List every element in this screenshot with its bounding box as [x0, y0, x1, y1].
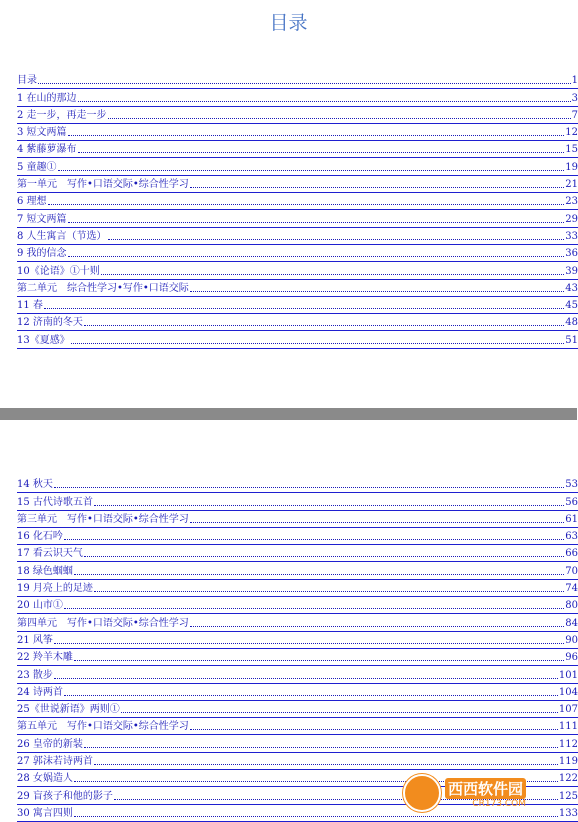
- toc-entry[interactable]: [17, 210, 578, 227]
- toc-entry-label: 11 春: [17, 300, 43, 312]
- dot-leader: [54, 486, 564, 488]
- toc-entry[interactable]: [17, 331, 578, 348]
- toc-entry[interactable]: [17, 511, 578, 528]
- toc-entry[interactable]: [17, 297, 578, 314]
- toc-entry-label: 目录: [17, 75, 37, 87]
- toc-entry-page-number: 39: [565, 265, 578, 277]
- watermark: [403, 773, 563, 813]
- toc-entry-label: 7 短文两篇: [17, 213, 67, 225]
- toc-entry-label: 6 理想: [17, 196, 47, 208]
- toc-entry[interactable]: [17, 280, 578, 297]
- toc-entry-page-number: 43: [565, 282, 578, 294]
- toc-entry-label: 1 在山的那边: [17, 92, 77, 104]
- dot-leader: [74, 815, 558, 817]
- dot-leader: [84, 746, 558, 748]
- toc-entry-label: 9 我的信念: [17, 248, 67, 260]
- toc-entry[interactable]: [17, 735, 578, 752]
- toc-entry[interactable]: [17, 228, 578, 245]
- toc-entry-label: 3 短文两篇: [17, 127, 67, 139]
- toc-entry-page-number: 122: [558, 773, 578, 785]
- dot-leader: [78, 151, 565, 153]
- toc-entry-page-number: 63: [565, 531, 578, 543]
- toc-entry[interactable]: [17, 124, 578, 141]
- toc-entry-label: 29 盲孩子和他的影子: [17, 790, 113, 802]
- toc-entry[interactable]: [17, 176, 578, 193]
- toc-entry-page-number: 125: [558, 790, 578, 802]
- toc-entry[interactable]: [17, 493, 578, 510]
- dot-leader: [68, 255, 565, 257]
- toc-entry[interactable]: [17, 614, 578, 631]
- toc-entry-label: 15 古代诗歌五首: [17, 496, 93, 508]
- dot-leader: [48, 203, 565, 205]
- toc-entry-page-number: 1: [571, 75, 578, 87]
- toc-entry-page-number: 36: [565, 248, 578, 260]
- toc-entry-page-number: 84: [565, 617, 578, 629]
- dot-leader: [94, 590, 564, 592]
- dot-leader: [64, 607, 564, 609]
- toc-entry[interactable]: [17, 562, 578, 579]
- toc-entry[interactable]: [17, 141, 578, 158]
- toc-entry[interactable]: [17, 545, 578, 562]
- toc-entry-label: 21 风筝: [17, 634, 53, 646]
- toc-title: 目录: [269, 12, 308, 34]
- toc-entry-label: 2 走一步，再走一步: [17, 109, 107, 121]
- toc-entry[interactable]: [17, 666, 578, 683]
- toc-entry-page-number: 119: [558, 756, 578, 768]
- page-separator: [0, 408, 577, 420]
- toc-entry[interactable]: [17, 649, 578, 666]
- dot-leader: [54, 642, 564, 644]
- toc-entry-page-number: 112: [558, 738, 578, 750]
- toc-entry-label: 第五单元 写作•口语交际•综合性学习: [17, 721, 189, 733]
- toc-entry-page-number: 12: [565, 127, 578, 139]
- dot-leader: [108, 117, 571, 119]
- dot-leader: [74, 659, 564, 661]
- toc-entry-label: 28 女娲造人: [17, 773, 73, 785]
- dot-leader: [58, 169, 565, 171]
- toc-entry-page-number: 101: [558, 669, 578, 681]
- toc-entry[interactable]: [17, 314, 578, 331]
- toc-entry-page-number: 15: [565, 144, 578, 156]
- toc-entry[interactable]: [17, 89, 578, 106]
- toc-entry-label: 4 紫藤萝瀑布: [17, 144, 77, 156]
- dot-leader: [74, 573, 564, 575]
- toc-entry[interactable]: [17, 597, 578, 614]
- toc-entry-label: 23 散步: [17, 669, 53, 681]
- toc-entry-label: 22 羚羊木雕: [17, 652, 73, 664]
- dot-leader: [78, 100, 571, 102]
- toc-entry-label: 12 济南的冬天: [17, 317, 83, 329]
- toc-entry-page-number: 23: [565, 196, 578, 208]
- toc-entry[interactable]: [17, 262, 578, 279]
- toc-entry-label: 第三单元 写作•口语交际•综合性学习: [17, 513, 189, 525]
- dot-leader: [101, 273, 565, 275]
- toc-entry[interactable]: [17, 193, 578, 210]
- toc-entry-label: 26 皇帝的新装: [17, 738, 83, 750]
- dot-leader: [108, 238, 565, 240]
- toc-entry[interactable]: [17, 753, 578, 770]
- toc-entry-page-number: 80: [565, 600, 578, 612]
- toc-entry[interactable]: [17, 476, 578, 493]
- toc-list-page-1: [17, 72, 578, 349]
- toc-entry[interactable]: [17, 701, 578, 718]
- toc-entry[interactable]: [17, 72, 578, 89]
- toc-entry-page-number: 111: [558, 721, 578, 733]
- dot-leader: [94, 504, 564, 506]
- toc-entry-label: 第二单元 综合性学习•写作•口语交际: [17, 282, 189, 294]
- toc-entry-page-number: 45: [565, 300, 578, 312]
- dot-leader: [44, 307, 564, 309]
- toc-entry-page-number: 7: [571, 109, 578, 121]
- toc-entry[interactable]: [17, 718, 578, 735]
- dot-leader: [84, 555, 564, 557]
- toc-entry-label: 第四单元 写作•口语交际•综合性学习: [17, 617, 189, 629]
- dot-leader: [190, 521, 564, 523]
- toc-entry[interactable]: [17, 107, 578, 124]
- toc-entry-page-number: 107: [558, 704, 578, 716]
- dot-leader: [190, 290, 564, 292]
- toc-entry-page-number: 61: [565, 513, 578, 525]
- dot-leader: [94, 763, 558, 765]
- toc-entry-page-number: 70: [565, 565, 578, 577]
- watermark-main-text: 西西软件园: [445, 778, 526, 799]
- toc-entry-page-number: 53: [565, 479, 578, 491]
- dot-leader: [68, 221, 565, 223]
- toc-entry[interactable]: [17, 684, 578, 701]
- toc-entry[interactable]: [17, 245, 578, 262]
- dot-leader: [38, 82, 571, 84]
- toc-entry-page-number: 48: [565, 317, 578, 329]
- toc-entry-label: 16 化石吟: [17, 531, 63, 543]
- toc-entry-page-number: 90: [565, 634, 578, 646]
- dot-leader: [64, 694, 558, 696]
- toc-entry-page-number: 33: [565, 230, 578, 242]
- dot-leader: [190, 728, 558, 730]
- toc-entry[interactable]: [17, 632, 578, 649]
- toc-entry[interactable]: [17, 580, 578, 597]
- dot-leader: [121, 711, 558, 713]
- dot-leader: [84, 324, 564, 326]
- toc-entry-label: 27 郭沫若诗两首: [17, 756, 93, 768]
- toc-entry-page-number: 66: [565, 548, 578, 560]
- dot-leader: [190, 625, 564, 627]
- toc-entry-page-number: 3: [571, 92, 578, 104]
- toc-entry-label: 10《论语》①十则: [17, 265, 100, 277]
- toc-entry-page-number: 74: [565, 583, 578, 595]
- toc-entry-page-number: 56: [565, 496, 578, 508]
- toc-entry-page-number: 133: [558, 807, 578, 819]
- toc-entry-label: 5 童趣①: [17, 161, 57, 173]
- toc-entry[interactable]: [17, 158, 578, 175]
- toc-entry-label: 17 看云识天气: [17, 548, 83, 560]
- toc-entry-label: 25《世说新语》两则①: [17, 704, 120, 716]
- dot-leader: [54, 677, 558, 679]
- toc-entry-label: 19 月亮上的足迹: [17, 583, 93, 595]
- toc-entry-page-number: 51: [565, 334, 578, 346]
- watermark-sub-text: CR173.COM: [472, 798, 527, 809]
- toc-entry-label: 第一单元 写作•口语交际•综合性学习: [17, 179, 189, 191]
- toc-entry-label: 24 诗两首: [17, 686, 63, 698]
- toc-entry-label: 14 秋天: [17, 479, 53, 491]
- dot-leader: [64, 538, 564, 540]
- toc-entry-page-number: 29: [565, 213, 578, 225]
- dot-leader: [190, 186, 564, 188]
- toc-entry-label: 13《夏感》: [17, 334, 70, 346]
- toc-entry-label: 8 人生寓言（节选）: [17, 230, 107, 242]
- toc-entry-page-number: 21: [565, 179, 578, 191]
- watermark-logo-icon: [403, 774, 441, 812]
- toc-entry-label: 18 绿色蝈蝈: [17, 565, 73, 577]
- dot-leader: [68, 134, 565, 136]
- toc-list-page-2: [17, 476, 578, 822]
- toc-entry-page-number: 19: [565, 161, 578, 173]
- toc-entry-page-number: 96: [565, 652, 578, 664]
- dot-leader: [71, 342, 565, 344]
- toc-entry-page-number: 104: [558, 686, 578, 698]
- toc-entry[interactable]: [17, 528, 578, 545]
- toc-entry-label: 30 寓言四则: [17, 807, 73, 819]
- toc-entry-label: 20 山市①: [17, 600, 63, 612]
